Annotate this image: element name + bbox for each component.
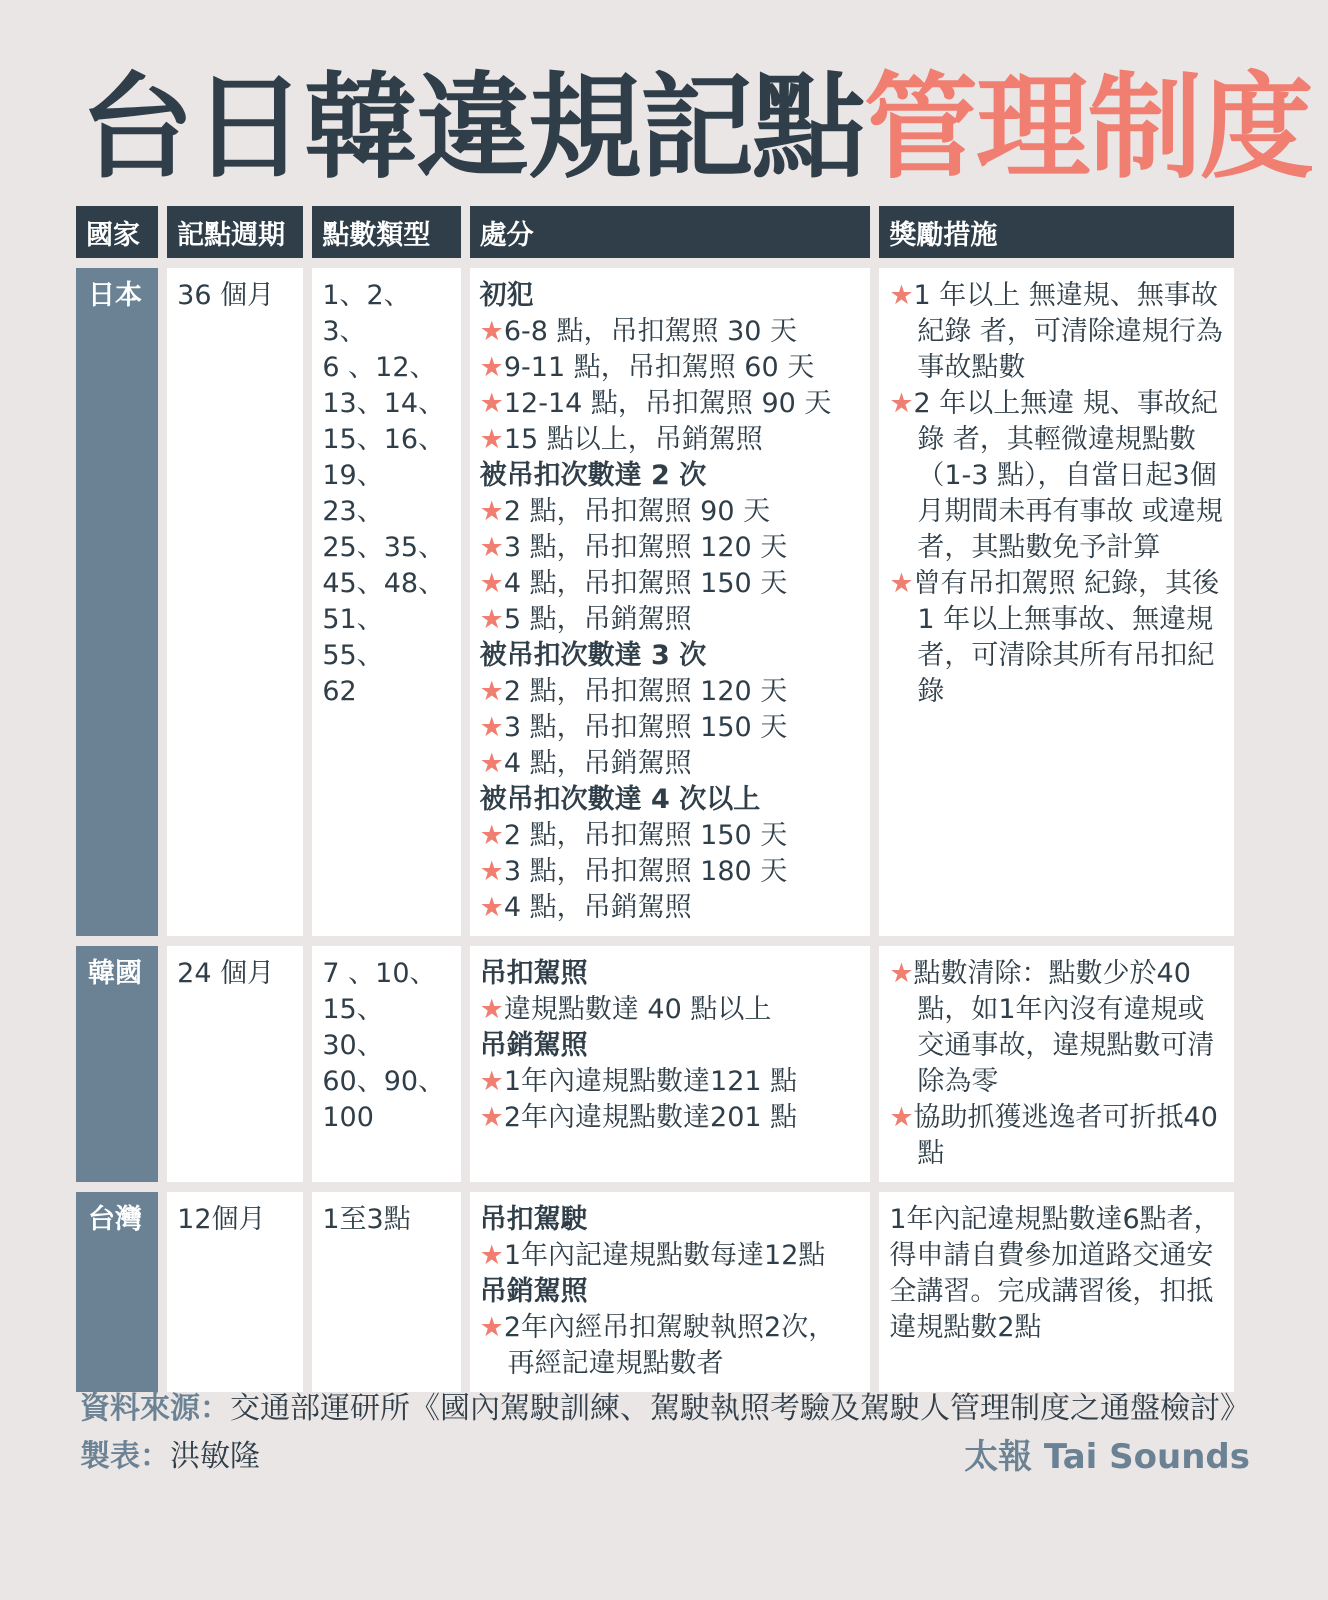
type-line: 45、48、 [322, 568, 446, 599]
title-part1: 台日韓違規記點 [80, 61, 865, 194]
comparison-table [67, 196, 1243, 1402]
type-line: 15、 30、 [322, 994, 384, 1061]
star-icon: ★ [479, 1066, 504, 1097]
penalty-cell [470, 1192, 871, 1392]
types-cell [312, 268, 460, 936]
star-icon: ★ [889, 280, 914, 311]
star-icon: ★ [479, 316, 504, 347]
bullet-item [480, 566, 861, 602]
bullet-item [480, 890, 861, 926]
type-line: 6 、12、 [322, 352, 437, 383]
bullet-text: 2 點，吊扣駕照 150 天 [503, 820, 788, 851]
maker-label: 製表： [80, 1439, 170, 1474]
period-cell: 36 個月 [167, 268, 303, 936]
source-row [80, 1388, 1250, 1430]
bullet-item [480, 422, 861, 458]
bullet-text: 4 點，吊銷駕照 [503, 892, 692, 923]
type-line: 25、35、 [322, 532, 446, 563]
source-label: 資料來源： [80, 1391, 230, 1426]
bullet-item [889, 1100, 1224, 1172]
table-row [76, 1192, 1234, 1392]
maker-row [80, 1436, 1250, 1478]
bullet-item [480, 818, 861, 854]
source-text: 交通部運研所《國內駕駛訓練、駕駛執照考驗及駕駛人管理制度之通盤檢討》 [230, 1391, 1250, 1426]
bullet-item [889, 956, 1224, 1100]
section-heading: 被吊扣次數達 4 次以上 [479, 784, 761, 815]
bullet-text: 6-8 點，吊扣駕照 30 天 [503, 316, 798, 347]
type-line: 1至3點 [322, 1204, 411, 1235]
star-icon: ★ [479, 496, 504, 527]
bullet-item [480, 1310, 861, 1382]
star-icon: ★ [479, 568, 504, 599]
star-icon: ★ [479, 892, 504, 923]
bullet-item [480, 674, 861, 710]
bullet-item [889, 386, 1224, 566]
bullet-text: 5 點，吊銷駕照 [503, 604, 692, 635]
star-icon: ★ [889, 388, 914, 419]
star-icon: ★ [479, 856, 504, 887]
maker-name: 洪敏隆 [170, 1439, 260, 1474]
penalty-cell [470, 268, 871, 936]
star-icon: ★ [479, 604, 504, 635]
table-row [76, 946, 1234, 1182]
bullet-item [480, 530, 861, 566]
type-line: 1、2、3、 [322, 280, 411, 347]
star-icon: ★ [479, 994, 504, 1025]
star-icon: ★ [479, 748, 504, 779]
header-period: 記點週期 [167, 206, 303, 258]
bullet-text: 2 點，吊扣駕照 120 天 [503, 676, 788, 707]
bullet-text: 曾有吊扣駕照 紀錄，其後 1 年以上無事故、無違規者，可清除其所有吊扣紀 錄 [913, 568, 1220, 707]
header-reward: 獎勵措施 [879, 206, 1234, 258]
title-part2: 管理制度 [864, 61, 1313, 194]
bullet-text: 4 點，吊扣駕照 150 天 [503, 568, 788, 599]
type-line: 60、90、 [322, 1066, 446, 1097]
section-heading: 吊扣駕駛 [479, 1204, 588, 1235]
bullet-item [889, 278, 1224, 386]
bullet-item [480, 710, 861, 746]
bullet-text: 2 點，吊扣駕照 90 天 [503, 496, 771, 527]
star-icon: ★ [479, 424, 504, 455]
type-line: 7 、10、 [322, 958, 437, 989]
bullet-item [480, 386, 861, 422]
section-heading: 吊扣駕照 [479, 958, 588, 989]
bullet-item [480, 494, 861, 530]
table-row [76, 268, 1234, 936]
bullet-item [480, 350, 861, 386]
bullet-text: 2年內經吊扣駕駛執照2次，再經記違規點數者 [503, 1312, 836, 1379]
section-heading: 吊銷駕照 [479, 1030, 588, 1061]
bullet-item [480, 1238, 861, 1274]
star-icon: ★ [479, 1102, 504, 1133]
bullet-text: 點數清除：點數少於40點，如1年內沒有違規或交通事故，違規點數可清除為零 [913, 958, 1215, 1097]
star-icon: ★ [479, 712, 504, 743]
section-heading: 初犯 [479, 280, 534, 311]
star-icon: ★ [889, 1102, 914, 1133]
country-cell: 台灣 [76, 1192, 158, 1392]
section-heading: 被吊扣次數達 2 次 [479, 460, 707, 491]
bullet-text: 1 年以上 無違規、無事故紀錄 者，可清除違規行為事故點數 [913, 280, 1223, 383]
bullet-text: 15 點以上，吊銷駕照 [503, 424, 763, 455]
type-line: 15、16、 [322, 424, 446, 455]
type-line: 13、14、 [322, 388, 446, 419]
bullet-text: 協助抓獲逃逸者可折抵40點 [913, 1102, 1218, 1169]
period-cell: 24 個月 [167, 946, 303, 1182]
star-icon: ★ [889, 568, 914, 599]
country-cell: 日本 [76, 268, 158, 936]
bullet-item [480, 602, 861, 638]
star-icon: ★ [479, 352, 504, 383]
type-line: 51、 55、 [322, 604, 384, 671]
types-cell [312, 946, 460, 1182]
star-icon: ★ [479, 1312, 504, 1343]
bullet-text: 1年內違規點數達121 點 [503, 1066, 798, 1097]
types-cell [312, 1192, 460, 1392]
page-title [80, 58, 1313, 198]
bullet-text: 2年內違規點數達201 點 [503, 1102, 798, 1133]
reward-cell [879, 1192, 1234, 1392]
star-icon: ★ [889, 958, 914, 989]
star-icon: ★ [479, 820, 504, 851]
bullet-text: 4 點，吊銷駕照 [503, 748, 692, 779]
bullet-item [480, 746, 861, 782]
footer [80, 1388, 1250, 1478]
bullet-item [889, 566, 1224, 710]
star-icon: ★ [479, 1240, 504, 1271]
bullet-item [480, 854, 861, 890]
type-line: 100 [322, 1102, 374, 1133]
star-icon: ★ [479, 532, 504, 563]
plain-text: 1年內記違規點數達6點者，得申請自費參加道路交通安全講習。完成講習後，扣抵違規點數2點 [889, 1204, 1221, 1343]
bullet-text: 9-11 點，吊扣駕照 60 天 [503, 352, 815, 383]
type-line: 62 [322, 676, 357, 707]
bullet-text: 3 點，吊扣駕照 180 天 [503, 856, 788, 887]
bullet-text: 12-14 點，吊扣駕照 90 天 [503, 388, 832, 419]
header-country: 國家 [76, 206, 158, 258]
bullet-item [480, 1100, 861, 1136]
bullet-item [480, 1064, 861, 1100]
brand-logo: 太報 Tai Sounds [964, 1437, 1250, 1477]
reward-cell [879, 946, 1234, 1182]
bullet-text: 1年內記違規點數每達12點 [503, 1240, 826, 1271]
penalty-cell [470, 946, 871, 1182]
header-types: 點數類型 [312, 206, 460, 258]
bullet-text: 3 點，吊扣駕照 150 天 [503, 712, 788, 743]
bullet-text: 3 點，吊扣駕照 120 天 [503, 532, 788, 563]
country-cell: 韓國 [76, 946, 158, 1182]
section-heading: 被吊扣次數達 3 次 [479, 640, 707, 671]
bullet-text: 2 年以上無違 規、事故紀錄 者，其輕微違規點數（1-3 點），自當日起3個月期間未再有事故 或違規者，其點數免予計算 [913, 388, 1223, 563]
reward-cell [879, 268, 1234, 936]
star-icon: ★ [479, 388, 504, 419]
table-header-row [76, 206, 1234, 258]
bullet-item [480, 992, 861, 1028]
header-penalty: 處分 [470, 206, 871, 258]
bullet-item [480, 314, 861, 350]
section-heading: 吊銷駕照 [479, 1276, 588, 1307]
period-cell: 12個月 [167, 1192, 303, 1392]
star-icon: ★ [479, 676, 504, 707]
bullet-text: 違規點數達 40 點以上 [503, 994, 772, 1025]
type-line: 19、 23、 [322, 460, 384, 527]
